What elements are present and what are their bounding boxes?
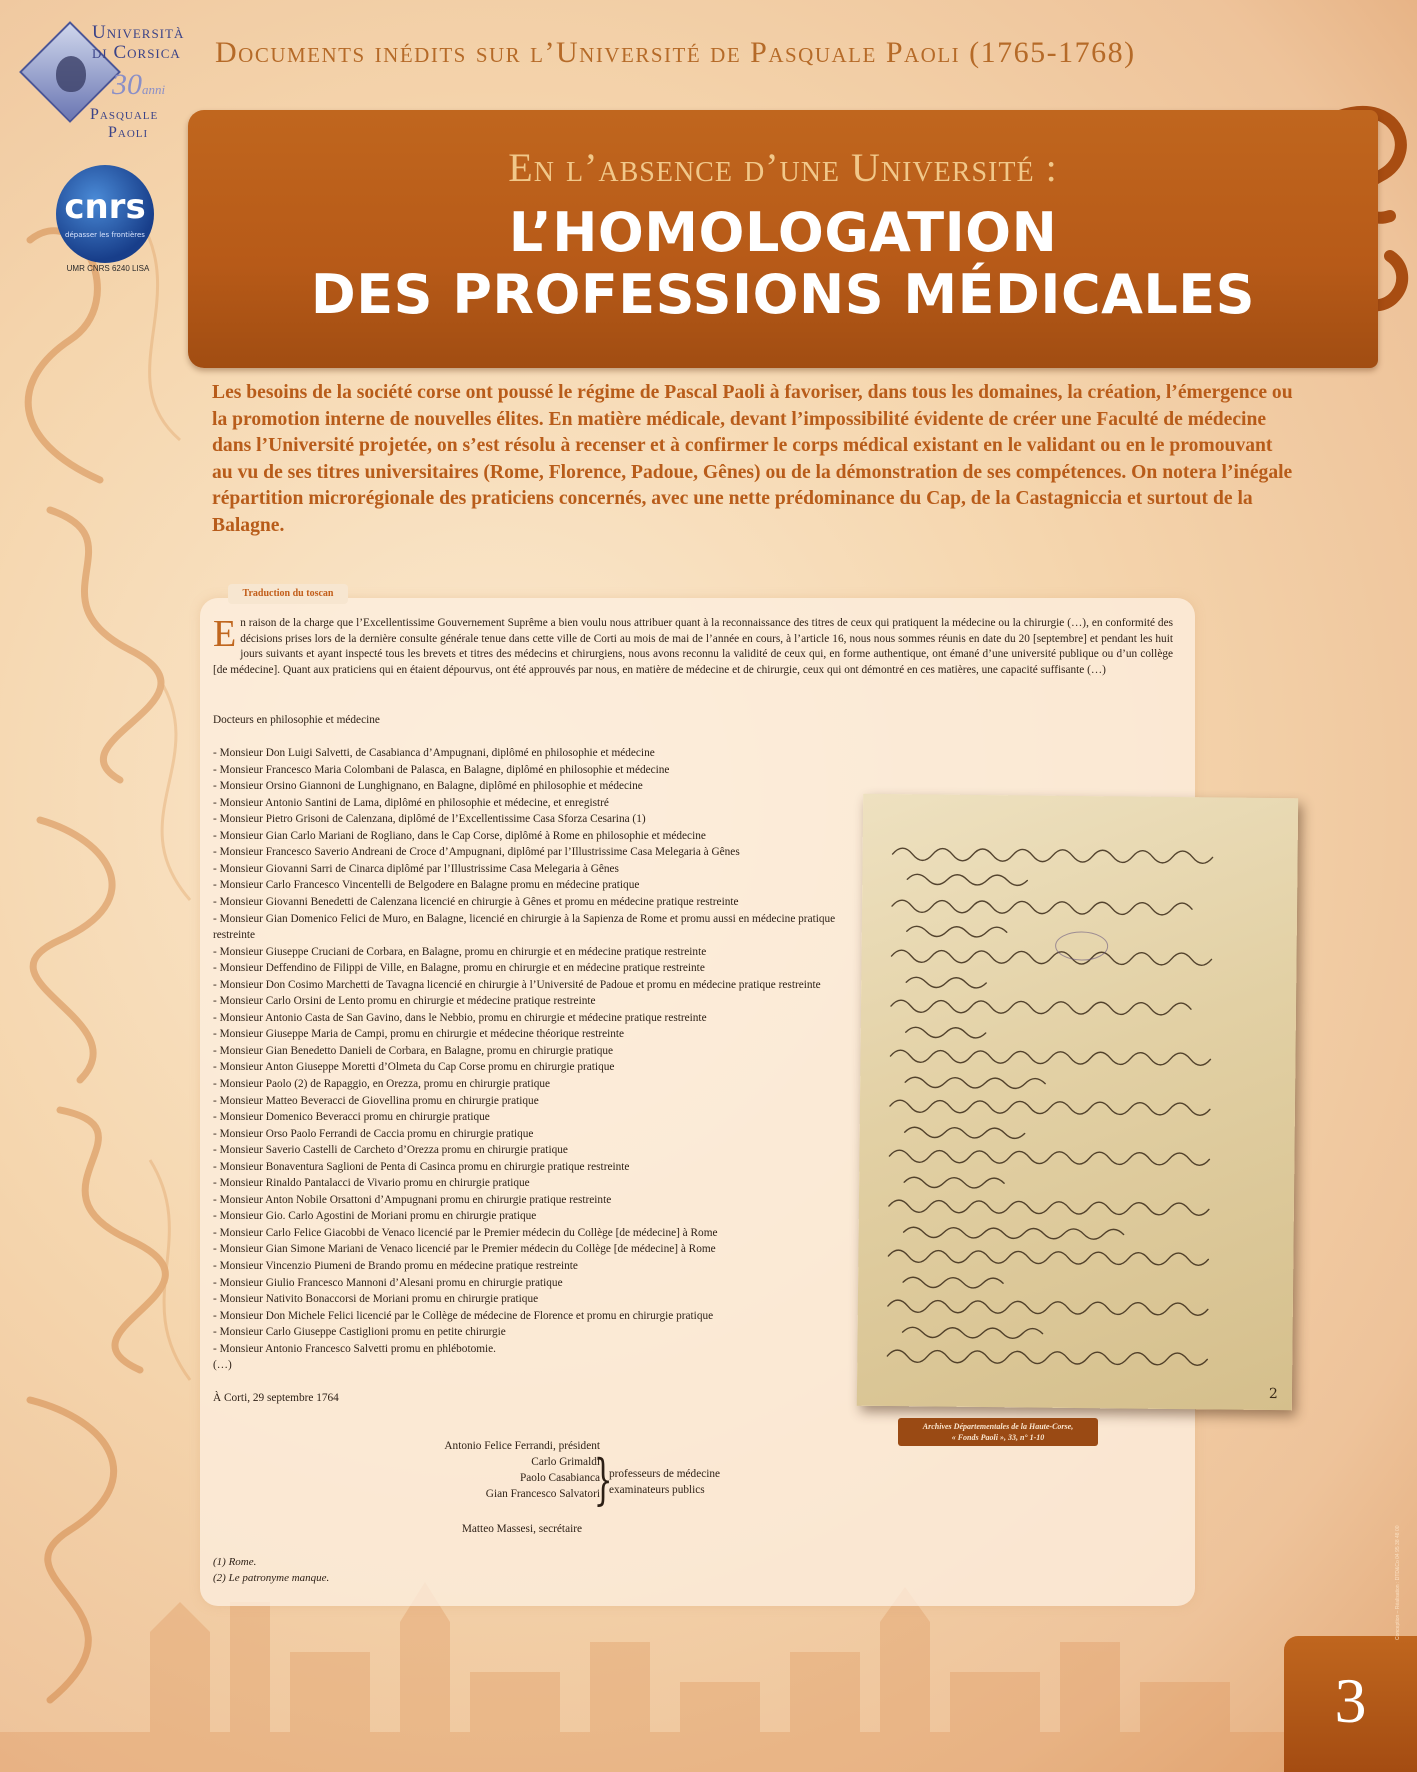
list-item: - Monsieur Giuseppe Cruciani de Corbara, en Balagne, promu en chirurgie et en médecine pratique restreinte xyxy=(213,945,707,958)
drop-cap: E xyxy=(213,613,237,655)
list-item: - Monsieur Vincenzio Piumeni de Brando promu en médecine pratique restreinte xyxy=(213,1260,578,1272)
logo-text-line2: di Corsica xyxy=(92,42,181,63)
paoli-portrait xyxy=(56,56,86,92)
doctor-list xyxy=(213,712,868,1407)
umr-label: UMR CNRS 6240 LISA xyxy=(66,264,150,273)
list-item: - Monsieur Antonio Casta de San Gavino, dans le Nebbio, promu en chirurgie et médecine pratique restreinte xyxy=(213,1011,707,1024)
professors-label xyxy=(609,1466,789,1498)
series-header: Documents inédits sur l’Université de Pasquale Paoli (1765-1768) xyxy=(215,36,1136,69)
manuscript-caption xyxy=(898,1418,1098,1446)
signatory: Antonio Felice Ferrandi, président xyxy=(444,1440,600,1452)
list-item: - Monsieur Matteo Beveracci de Giovellina promu en chirurgie pratique xyxy=(213,1094,539,1107)
list-item: - Monsieur Gian Domenico Felici de Muro, en Balagne, licencié en chirurgie à la Sapienza de Rome et promu aussi en médecine pratique restreinte xyxy=(213,912,836,942)
page-title-line1: L’HOMOLOGATION xyxy=(508,201,1058,264)
logo-anniversary-number: 30 xyxy=(112,68,142,101)
intro-paragraph: Les besoins de la société corse ont poussé le régime de Pascal Paoli à favoriser, dans tous les domaines, la création, l’émergence ou la promotion interne de nouvelles élites. En matière médicale, devant l’impossibilité évidente de créer une Faculté de médecine dans l’Université projetée, on s’est résolu à recenser et à confirmer le corps médical existant en le validant ou en le promouvant au vu de ses titres universitaires (Rome, Florence, Padoue, Gênes) ou de la démonstration de ses compétences. On notera l’inégale répartition microrégionale des praticiens concernés, avec une nette prédominance du Cap, de la Castagniccia et surtout de la Balagne. xyxy=(212,382,1293,536)
list-item: - Monsieur Francesco Saverio Andreani de Croce d’Ampugnani, diplômé par l’Illustrissime Casa Melegaria à Gênes xyxy=(213,846,740,859)
list-item: - Monsieur Anton Giuseppe Moretti d’Olmeta du Cap Corse promu en chirurgie pratique xyxy=(213,1061,615,1074)
list-item: - Monsieur Antonio Santini de Lama, diplômé en philosophie et médecine, et enregistré xyxy=(213,796,609,809)
design-credit: Conception – Réalisation : DTD&Co 04 95 38 48 00 xyxy=(1395,1525,1401,1640)
list-ellipsis: (…) xyxy=(213,1359,232,1372)
list-item: - Monsieur Carlo Francesco Vincentelli de Belgodere en Balagne promu en médecine pratique xyxy=(213,879,640,892)
list-item: - Monsieur Francesco Maria Colombani de Palasca, en Balagne, diplômé en philosophie et médecine xyxy=(213,763,670,776)
list-item: - Monsieur Rinaldo Pantalacci de Vivario promu en chirurgie pratique xyxy=(213,1177,530,1190)
signatory: Gian Francesco Salvatori xyxy=(485,1488,600,1500)
letter-preamble xyxy=(213,613,1173,678)
letter-date: À Corti, 29 septembre 1764 xyxy=(213,1392,339,1405)
footnote: (2) Le patronyme manque. xyxy=(213,1571,330,1584)
logo-text-line1: Università xyxy=(92,22,185,43)
page-number: 3 xyxy=(1334,1665,1367,1736)
cnrs-logo-tagline: dépasser les frontières xyxy=(65,231,145,239)
list-item: - Monsieur Carlo Giuseppe Castiglioni promu en petite chirurgie xyxy=(213,1326,506,1339)
doctor-entries xyxy=(213,745,868,1357)
list-item: - Monsieur Gian Simone Mariani de Venaco licencié par le Premier médecin du Collège [de médecine] à Rome xyxy=(213,1243,716,1256)
list-item: - Monsieur Pietro Grisoni de Calenzana, diplômé de l’Excellentissime Casa Sforza Cesarina (1) xyxy=(213,813,646,826)
letter-preamble-text: n raison de la charge que l’Excellentissime Gouvernement Suprême a bien voulu nous attribuer quant à la reconnaissance des titres de ceux qui pratiquent la médecine ou la chirurgie (…), en conformité des décisions prises lors de la dernière consulte générale tenue dans cette ville de Corti au mois de mai de l’année en cours, à l’article 16, nous nous sommes réunis en date du 20 [septembre] et pendant les huit jours suivants et ayant inspecté tous les brevets et titres des médecins et chirurgiens, nous avons reconnu la validité de ceux qui, en forme authentique, ont émané d’une université publique ou d’un collège [de médecine]. Quant aux praticiens qui en étaient dépourvus, ont été approuvés par nous, en matière de médecine et de chirurgie, ceux qui ont démontré en ces matières, une capacité suffisante (…) xyxy=(213,617,1173,676)
logo-anniversary xyxy=(112,68,165,102)
logo-anniversary-word: anni xyxy=(142,82,166,97)
translation-tag: Traduction du toscan xyxy=(228,584,348,604)
logo-text-line4: Paoli xyxy=(108,124,149,141)
professors-label-line1: professeurs de médecine xyxy=(609,1468,721,1480)
list-section-title: Docteurs en philosophie et médecine xyxy=(213,714,380,726)
list-item: - Monsieur Giuseppe Maria de Campi, promu en chirurgie et médecine théorique restreinte xyxy=(213,1028,625,1041)
list-item: - Monsieur Paolo (2) de Rapaggio, en Orezza, promu en chirurgie pratique xyxy=(213,1077,551,1090)
list-item: - Monsieur Domenico Beveracci promu en chirurgie pratique xyxy=(213,1111,490,1124)
page-number-box xyxy=(1284,1636,1417,1772)
professors-label-line2: examinateurs publics xyxy=(609,1484,705,1496)
list-item: - Monsieur Nativito Bonaccorsi de Moriani promu en chirurgie pratique xyxy=(213,1293,539,1306)
signatory-brace: } xyxy=(593,1448,613,1511)
list-item: - Monsieur Giovanni Sarri de Cinarca diplômé par l’Illustrissime Casa Melegaria à Gênes xyxy=(213,862,619,875)
list-item: - Monsieur Don Luigi Salvetti, de Casabianca d’Ampugnani, diplômé en philosophie et médecine xyxy=(213,747,655,760)
list-item: - Monsieur Bonaventura Saglioni de Penta di Casinca promu en chirurgie pratique restreinte xyxy=(213,1160,630,1173)
list-item: - Monsieur Saverio Castelli de Carcheto d’Orezza promu en chirurgie pratique xyxy=(213,1144,568,1157)
list-item: - Monsieur Anton Nobile Orsattoni d’Ampugnani promu en chirurgie pratique restreinte xyxy=(213,1193,612,1206)
footnotes xyxy=(213,1555,513,1586)
cnrs-logo-text: cnrs xyxy=(64,187,146,227)
page-title-line2: DES PROFESSIONS MÉDICALES xyxy=(310,263,1256,326)
manuscript-caption-line2: « Fonds Paoli », 33, n° 1-10 xyxy=(951,1433,1045,1442)
manuscript-page-number: 2 xyxy=(1268,1386,1278,1403)
logo-text-line3: Pasquale xyxy=(90,106,159,123)
list-item: - Monsieur Don Cosimo Marchetti de Tavagna licencié en chirurgie à l’Université de Padoue et promu en médecine pratique restreinte xyxy=(213,978,821,991)
manuscript-image xyxy=(857,794,1298,1411)
list-item: - Monsieur Giovanni Benedetti de Calenzana licencié en chirurgie à Gênes et promu en médecine pratique restreinte xyxy=(213,895,739,908)
title-banner xyxy=(188,110,1378,368)
list-item: - Monsieur Carlo Orsini de Lento promu en chirurgie et médecine pratique restreinte xyxy=(213,995,596,1008)
banner-kicker: En l’absence d’une Université : xyxy=(508,145,1058,190)
signatory: Carlo Grimaldi xyxy=(531,1456,600,1468)
manuscript-handwriting xyxy=(857,794,1298,1411)
list-item: - Monsieur Gian Benedetto Danieli de Corbara, en Balagne, promu en chirurgie pratique xyxy=(213,1044,614,1057)
list-item: - Monsieur Orsino Giannoni de Lunghignano, en Balagne, diplômé en philosophie et médecine xyxy=(213,780,643,793)
footnote: (1) Rome. xyxy=(213,1556,257,1568)
list-item: - Monsieur Giulio Francesco Mannoni d’Alesani promu en chirurgie pratique xyxy=(213,1276,563,1289)
list-item: - Monsieur Carlo Felice Giacobbi de Venaco licencié par le Premier médecin du Collège [de médecine] à Rome xyxy=(213,1226,718,1239)
signatories xyxy=(300,1438,600,1502)
list-item: - Monsieur Gian Carlo Mariani de Rogliano, dans le Cap Corse, diplômé à Rome en philosophie et médecine xyxy=(213,829,706,842)
page-title xyxy=(188,202,1378,326)
list-item: - Monsieur Don Michele Felici licencié par le Collège de médecine de Florence et promu en chirurgie pratique xyxy=(213,1309,714,1322)
list-item: - Monsieur Orso Paolo Ferrandi de Caccia promu en chirurgie pratique xyxy=(213,1127,534,1140)
list-item: - Monsieur Antonio Francesco Salvetti promu en phlébotomie. xyxy=(213,1342,497,1355)
list-item: - Monsieur Gio. Carlo Agostini de Moriani promu en chirurgie pratique xyxy=(213,1210,537,1223)
universita-di-corsica-logo xyxy=(28,18,198,141)
signatory: Paolo Casabianca xyxy=(520,1472,600,1484)
cnrs-logo xyxy=(56,165,154,263)
manuscript-caption-line1: Archives Départementales de la Haute-Corse, xyxy=(922,1422,1074,1431)
list-item: - Monsieur Deffendino de Filippi de Ville, en Balagne, promu en chirurgie et en médecine pratique restreinte xyxy=(213,962,705,975)
secretary-signature: Matteo Massesi, secrétaire xyxy=(461,1523,582,1535)
